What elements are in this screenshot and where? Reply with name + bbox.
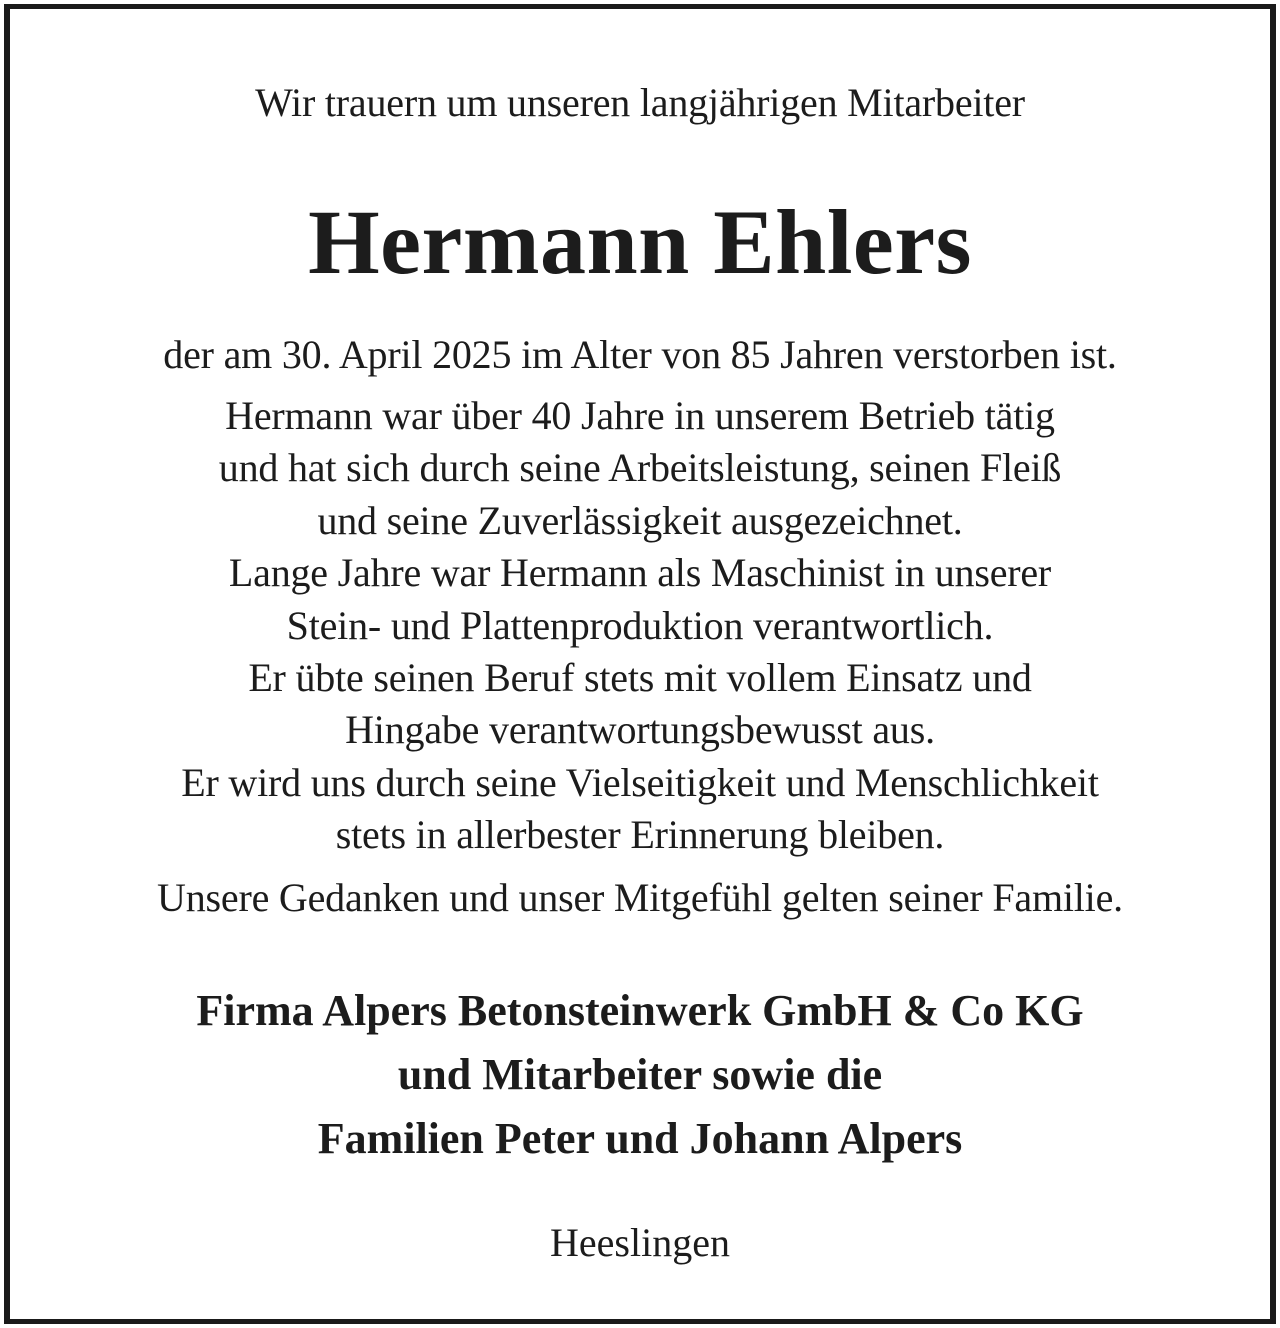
deceased-name: Hermann Ehlers [308,191,972,293]
tribute-text [10,390,1270,862]
death-line: der am 30. April 2025 im Alter von 85 Jahren verstorben ist. [163,332,1117,377]
tribute-line: stets in allerbester Erinnerung bleiben. [335,812,945,858]
intro-line: Wir trauern um unseren langjährigen Mitarbeiter [255,80,1025,125]
signatory-line: Familien Peter und Johann Alpers [317,1114,963,1163]
tribute-line: Hingabe verantwortungsbewusst aus. [345,707,935,753]
tribute-line: Stein- und Plattenproduktion verantwortlich. [286,602,994,648]
tribute-line: Lange Jahre war Hermann als Maschinist in unserer [228,550,1052,596]
condolence-line: Unsere Gedanken und unser Mitgefühl gelten seiner Familie. [157,875,1123,920]
notice-frame [4,4,1276,1324]
tribute-line: Er wird uns durch seine Vielseitigkeit und Menschlichkeit [181,759,1099,805]
tribute-line: und seine Zuverlässigkeit ausgezeichnet. [317,497,963,543]
tribute-line: Er übte seinen Beruf stets mit vollem Einsatz und [248,655,1032,701]
signatory-line: Firma Alpers Betonsteinwerk GmbH & Co KG [196,986,1084,1035]
signatory-line: und Mitarbeiter sowie die [397,1050,883,1099]
tribute-line: und hat sich durch seine Arbeitsleistung, seinen Fleiß [218,445,1062,491]
place-name: Heeslingen [550,1220,730,1265]
tribute-line: Hermann war über 40 Jahre in unserem Betrieb tätig [225,393,1055,438]
signatories [10,979,1270,1171]
